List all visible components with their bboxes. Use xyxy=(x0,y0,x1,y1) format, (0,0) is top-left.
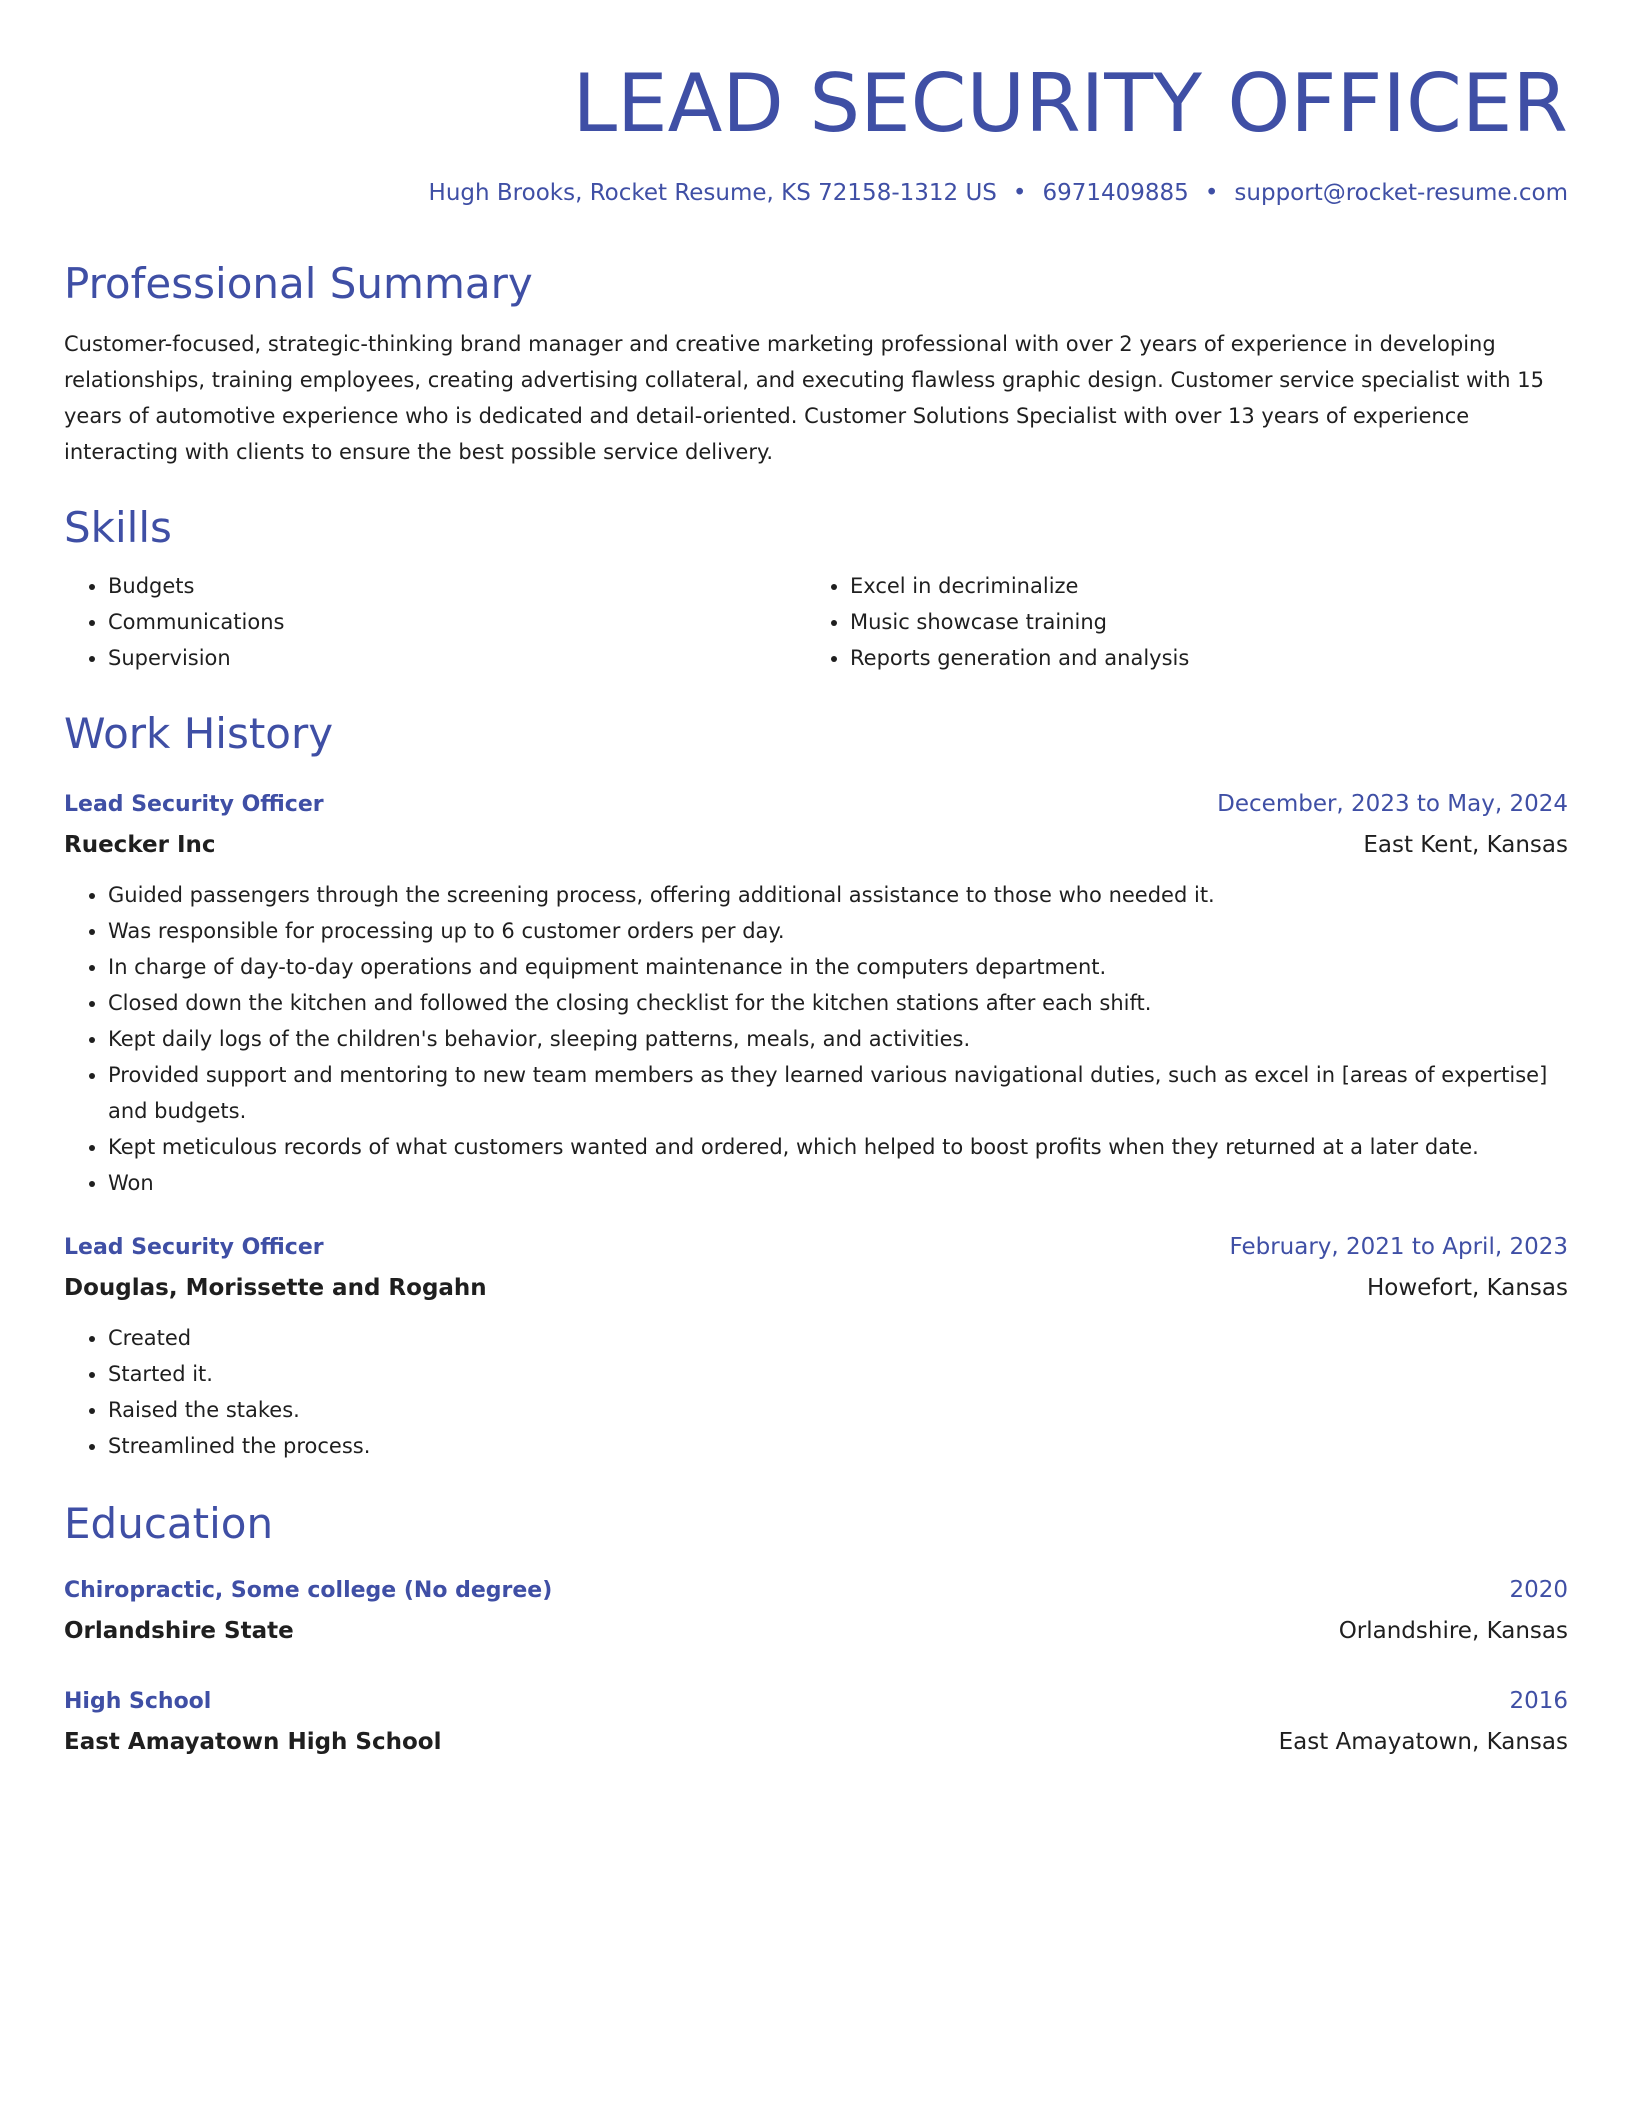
education-entry-header xyxy=(64,1681,1568,1722)
skill-item: • Budgets xyxy=(108,568,806,604)
degree-name: High School xyxy=(64,1689,212,1714)
education-entry-header xyxy=(64,1570,1568,1611)
contact-separator: • xyxy=(1012,180,1027,206)
education-entry-subheader xyxy=(64,1722,1568,1762)
job-bullet: • Created xyxy=(108,1320,1568,1356)
resume-title: LEAD SECURITY OFFICER xyxy=(572,57,1568,150)
job-bullet: • Kept daily logs of the children's behavior, sleeping patterns, meals, and activities. xyxy=(108,1021,1568,1057)
education-entry-subheader xyxy=(64,1611,1568,1651)
job-bullet: • Was responsible for processing up to 6 customer orders per day. xyxy=(108,913,1568,949)
skills-heading: Skills xyxy=(64,503,172,552)
job-title: Lead Security Officer xyxy=(64,792,324,817)
contact-address: Hugh Brooks, Rocket Resume, KS 72158-1312 US xyxy=(428,180,997,206)
work-entry-subheader xyxy=(64,825,1568,865)
contact-phone: 6971409885 xyxy=(1042,180,1189,206)
job-bullet: • In charge of day-to-day operations and equipment maintenance in the computers department. xyxy=(108,949,1568,985)
resume-page xyxy=(64,0,1568,1762)
job-bullets xyxy=(64,1320,1568,1464)
job-title: Lead Security Officer xyxy=(64,1235,324,1260)
work-entry xyxy=(64,784,1568,1201)
work-entry-subheader xyxy=(64,1268,1568,1308)
job-bullet: • Kept meticulous records of what customers wanted and ordered, which helped to boost profits when they returned at a later date. xyxy=(108,1129,1568,1165)
skills-column-right xyxy=(806,568,1548,676)
work-entry-header xyxy=(64,784,1568,825)
summary-heading: Professional Summary xyxy=(64,259,533,308)
contact-email[interactable]: support@rocket-resume.com xyxy=(1234,180,1568,206)
skill-item: • Excel in decriminalize xyxy=(850,568,1548,604)
job-bullet: • Guided passengers through the screening process, offering additional assistance to those who needed it. xyxy=(108,877,1568,913)
skills-column-left xyxy=(64,568,806,676)
school-location: Orlandshire, Kansas xyxy=(1338,1618,1568,1644)
job-bullet: • Raised the stakes. xyxy=(108,1392,1568,1428)
job-bullets xyxy=(64,877,1568,1201)
education-entry xyxy=(64,1570,1568,1651)
job-bullet: • Streamlined the process. xyxy=(108,1428,1568,1464)
skill-item: • Supervision xyxy=(108,640,806,676)
school-location: East Amayatown, Kansas xyxy=(1278,1729,1568,1755)
contact-line xyxy=(64,176,1568,210)
school-name: East Amayatown High School xyxy=(64,1729,442,1755)
summary-text: Customer-focused, strategic-thinking brand manager and creative marketing professional with over 2 years of experience in developing relationships, training employees, creating advertising collateral, and executing flawless graphic design. Customer service specialist with 15 years of automotive experience who is dedicated and detail-oriented. Customer Solutions Specialist with over 13 years of experience interacting with clients to ensure the best possible service delivery. xyxy=(64,332,1544,464)
education-heading: Education xyxy=(64,1499,274,1548)
job-dates: February, 2021 to April, 2023 xyxy=(1229,1234,1568,1260)
job-location: East Kent, Kansas xyxy=(1363,832,1568,858)
work-entry xyxy=(64,1227,1568,1464)
contact-separator: • xyxy=(1204,180,1219,206)
school-name: Orlandshire State xyxy=(64,1618,294,1644)
skill-item: • Music showcase training xyxy=(850,604,1548,640)
skills-list xyxy=(64,568,1568,676)
job-bullet: • Won xyxy=(108,1165,1568,1201)
degree-name: Chiropractic, Some college (No degree) xyxy=(64,1578,553,1603)
skill-item: • Communications xyxy=(108,604,806,640)
education-entry xyxy=(64,1681,1568,1762)
job-bullet: • Started it. xyxy=(108,1356,1568,1392)
company-name: Ruecker Inc xyxy=(64,832,216,858)
job-bullet: • Provided support and mentoring to new team members as they learned various navigational duties, such as excel in [areas of expertise] and budgets. xyxy=(108,1057,1568,1129)
job-bullet: • Closed down the kitchen and followed the closing checklist for the kitchen stations after each shift. xyxy=(108,985,1568,1021)
job-dates: December, 2023 to May, 2024 xyxy=(1217,791,1568,817)
work-history-heading: Work History xyxy=(64,709,334,758)
skill-item: • Reports generation and analysis xyxy=(850,640,1548,676)
graduation-year: 2020 xyxy=(1509,1577,1568,1603)
job-location: Howefort, Kansas xyxy=(1366,1275,1568,1301)
work-entry-header xyxy=(64,1227,1568,1268)
graduation-year: 2016 xyxy=(1509,1688,1568,1714)
company-name: Douglas, Morissette and Rogahn xyxy=(64,1275,487,1301)
